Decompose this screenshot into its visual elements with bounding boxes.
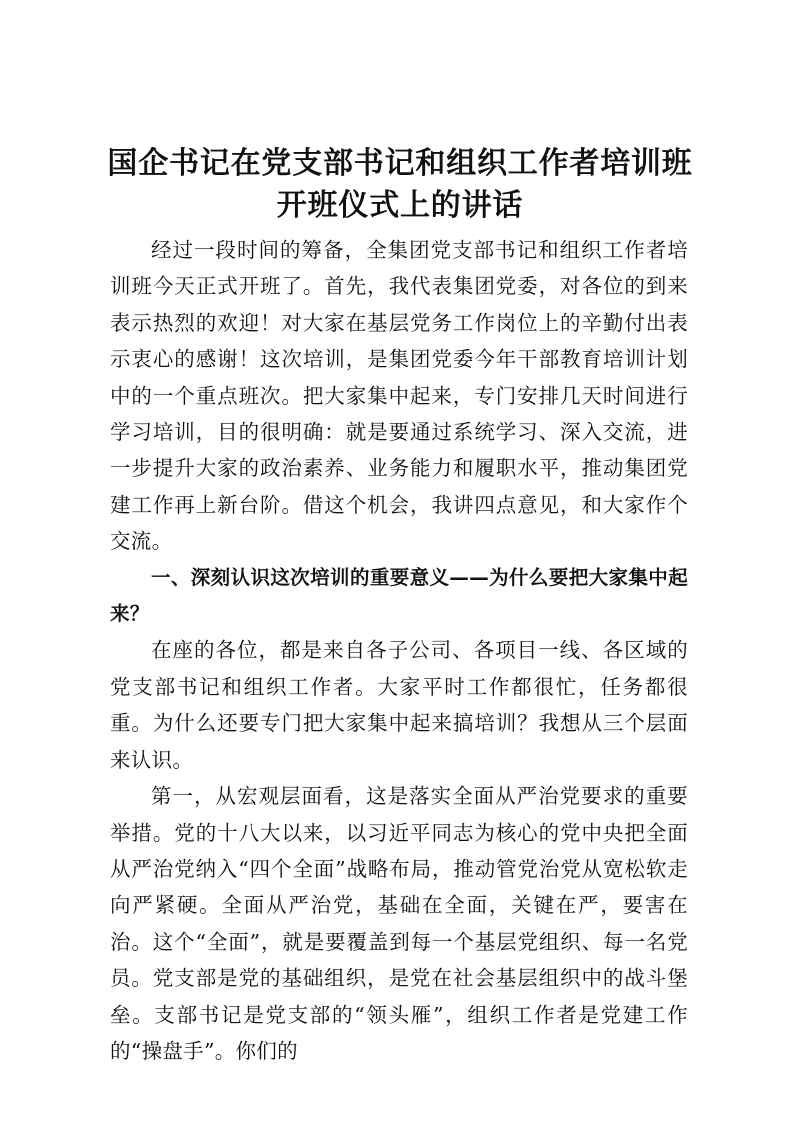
document-title: 国企书记在党支部书记和组织工作者培训班开班仪式上的讲话 — [107, 146, 693, 223]
section-heading-1: 一、深刻认识这次培训的重要意义——为什么要把大家集中起来？ — [110, 565, 688, 626]
section-1-paragraph-2: 第一，从宏观层面看，这是落实全面从严治党要求的重要举措。党的十八大以来，以习近平同志为核心的党中央把全面从严治党纳入“四个全面”战略布局，推动管党治党从宽松软走向严紧硬。全面从严治党，基础在全面，关键在严，要害在治。这个“全面”，就是要覆盖到每一个基层党组织、每一名党员。党支部是党的基础组织，是党在社会基层组织中的战斗堡垒。支部书记是党支部的“领头雁”，组织工作者是党建工作的“操盘手”。你们的 — [110, 784, 688, 1063]
intro-paragraph: 经过一段时间的筹备，全集团党支部书记和组织工作者培训班今天正式开班了。首先，我代表集团党委，对各位的到来表示热烈的欢迎！对大家在基层党务工作岗位上的辛勤付出表示衷心的感谢！这次培训，是集团党委今年干部教育培训计划中的一个重点班次。把大家集中起来，专门安排几天时间进行学习培训，目的很明确：就是要通过系统学习、深入交流，进一步提升大家的政治素养、业务能力和履职水平，推动集团党建工作再上新台阶。借这个机会，我讲四点意见，和大家作个交流。 — [110, 238, 688, 554]
section-1-paragraph-1: 在座的各位，都是来自各子公司、各项目一线、各区域的党支部书记和组织工作者。大家平时工作都很忙，任务都很重。为什么还要专门把大家集中起来搞培训？我想从三个层面来认识。 — [110, 638, 688, 772]
document-body — [110, 232, 688, 1069]
